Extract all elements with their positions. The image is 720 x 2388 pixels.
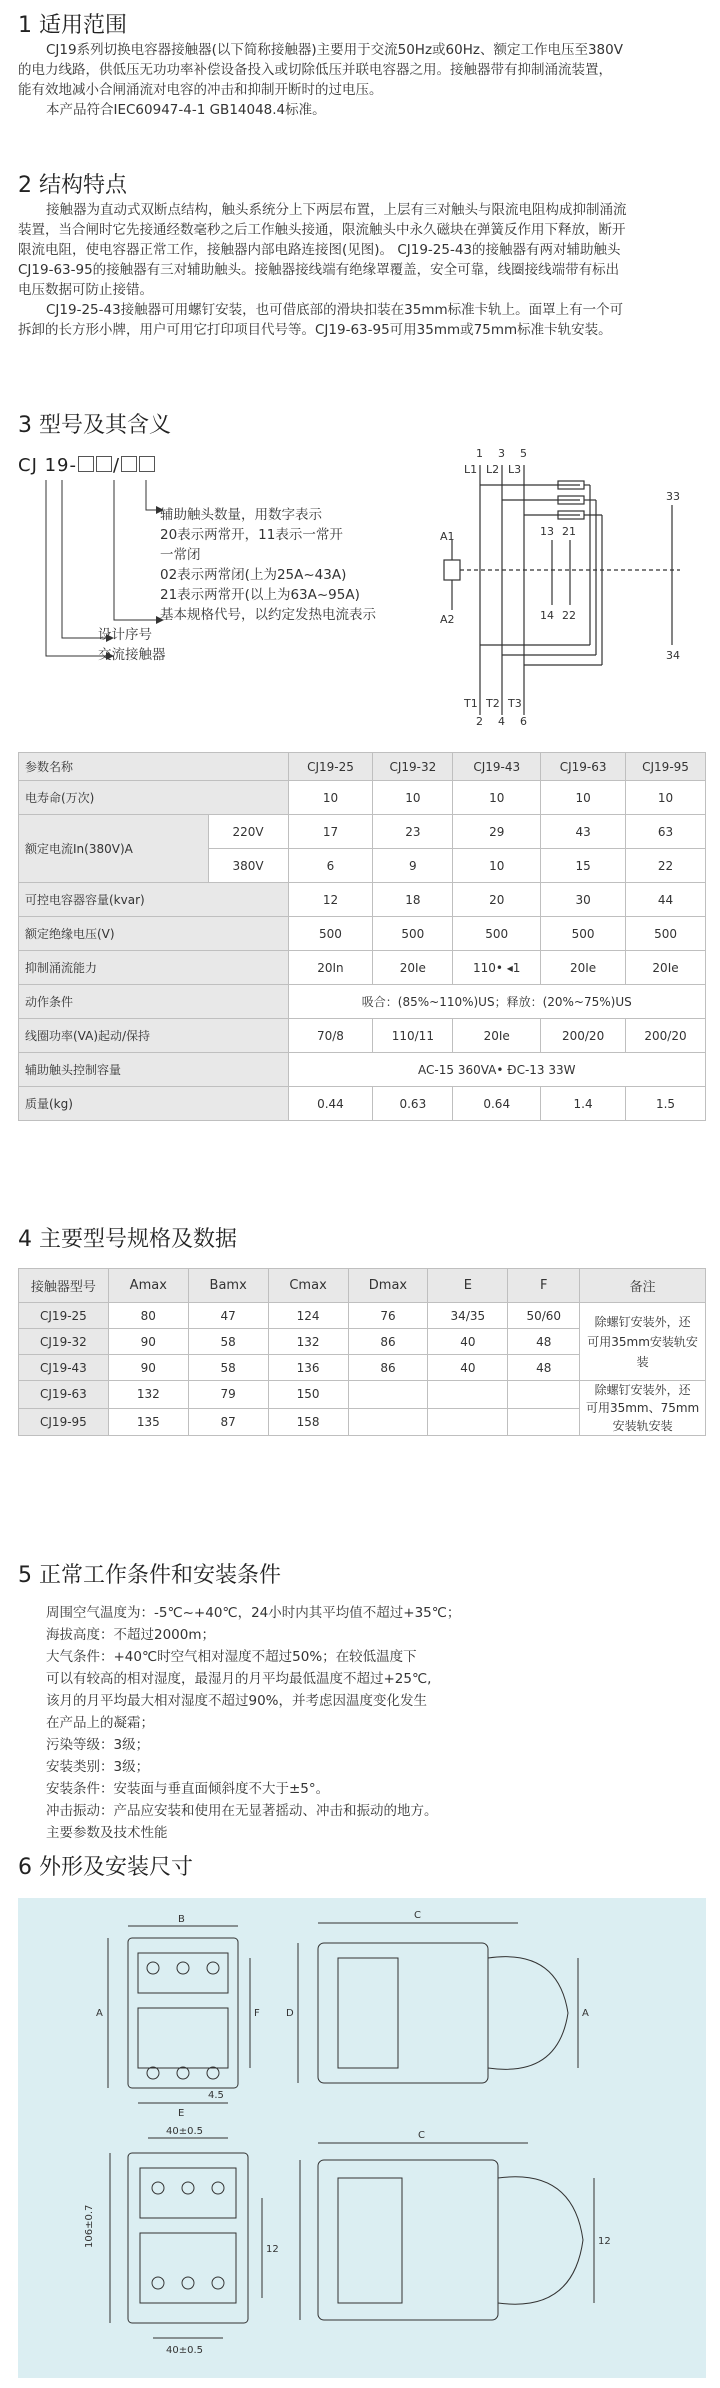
dimension-drawing-panel: [18, 1898, 706, 2378]
table-cell: 500: [453, 917, 541, 951]
table-row: [19, 1053, 706, 1087]
table-cell: 150: [268, 1381, 348, 1409]
table-row: [19, 1087, 706, 1121]
table-cell: 40: [428, 1355, 508, 1381]
note-line: 安装轨安装: [612, 1419, 673, 1433]
table-cell: 10: [453, 849, 541, 883]
table-cell: F: [508, 1269, 580, 1303]
model-code-prefix: CJ 19-: [18, 455, 77, 476]
table-cell: 10: [541, 781, 626, 815]
table-cell: 10: [453, 781, 541, 815]
s2-line: 限流电阻，使电容器正常工作，接触器内部电路连接图(见图)。 CJ19-25-43的接触器有两对辅助触头: [18, 242, 621, 258]
table-cell: 备注: [580, 1269, 706, 1303]
s1-line: CJ19系列切换电容器接触器(以下简称接触器)主要用于交流50Hz或60Hz、额定工作电压至380V: [46, 42, 623, 58]
desc-line: 一常闭: [160, 547, 201, 563]
diagram-label: A2: [440, 613, 455, 626]
table-cell: 20Ie: [453, 1019, 541, 1053]
table-row: [19, 985, 706, 1019]
dim-label: C: [418, 2130, 425, 2141]
list-item: 海拔高度：不超过2000m；: [46, 1627, 216, 1643]
diagram-label: 6: [520, 715, 527, 728]
diagram-label: 21: [562, 525, 576, 538]
table-cell: 80: [108, 1303, 188, 1329]
table-cell: 124: [268, 1303, 348, 1329]
dimensions-table: [18, 1268, 706, 1436]
table-cell: 200/20: [626, 1019, 706, 1053]
table-cell: 17: [288, 815, 373, 849]
section-4-title: 4 主要型号规格及数据: [18, 1227, 237, 1252]
list-item: 周围空气温度为：-5℃~+40℃，24小时内其平均值不超过+35℃；: [46, 1605, 461, 1621]
table-cell: 90: [108, 1355, 188, 1381]
note-line: 除螺钉安装外，还: [594, 1314, 691, 1329]
table-cell: 22: [626, 849, 706, 883]
table-cell: Bamx: [188, 1269, 268, 1303]
table-cell: CJ19-63: [19, 1381, 109, 1409]
table-cell: 63: [626, 815, 706, 849]
diagram-label: L1: [464, 463, 478, 476]
table-cell: CJ19-25: [19, 1303, 109, 1329]
dim-label: E: [178, 2108, 185, 2119]
desc-line: 20表示两常开，11表示一常开: [160, 527, 343, 543]
table-cell: 90: [108, 1329, 188, 1355]
table-cell: 20Ie: [626, 951, 706, 985]
diagram-label: 34: [666, 649, 680, 662]
table-cell: 158: [268, 1408, 348, 1436]
table-cell: 220V: [208, 815, 288, 849]
table-cell: 86: [348, 1355, 428, 1381]
dim-label: 106±0.7: [84, 2204, 95, 2248]
model-code: CJ 19- /: [18, 455, 156, 476]
table-cell: 43: [541, 815, 626, 849]
table-cell: [428, 1408, 508, 1436]
desc-line: 辅助触头数量，用数字表示: [160, 507, 322, 523]
desc-line: 交流接触器: [98, 647, 166, 663]
dim-label: B: [178, 1914, 185, 1925]
diagram-label: 22: [562, 609, 576, 622]
section-6-title: 6 外形及安装尺寸: [18, 1855, 193, 1880]
table-cell: 47: [188, 1303, 268, 1329]
table-cell: 10: [288, 781, 373, 815]
table-row: [19, 951, 706, 985]
diagram-label: 5: [520, 447, 527, 460]
dim-label: 12: [266, 2244, 279, 2255]
table-cell: CJ19-32: [373, 753, 453, 781]
table-cell: 抑制涌流能力: [19, 951, 289, 985]
section-1-title: 1 适用范围: [18, 13, 127, 38]
table-cell: 86: [348, 1329, 428, 1355]
diagram-label: 33: [666, 490, 680, 503]
list-item: 污染等级：3级；: [46, 1737, 150, 1753]
diagram-label: 2: [476, 715, 483, 728]
table-cell: 48: [508, 1329, 580, 1355]
list-item: 大气条件：+40℃时空气相对湿度不超过50%；在较低温度下: [46, 1649, 417, 1665]
diagram-label: 4: [498, 715, 505, 728]
s1-line: 本产品符合IEC60947-4-1 GB14048.4标准。: [46, 102, 326, 118]
diagram-label: L2: [486, 463, 500, 476]
table-cell: 9: [373, 849, 453, 883]
list-item: 可以有较高的相对湿度，最湿月的月平均最低温度不超过+25℃,: [46, 1671, 432, 1687]
section-1-body: [18, 40, 696, 120]
table-cell: E: [428, 1269, 508, 1303]
s1-line: 能有效地减小合闸涌流对电容的冲击和抑制开断时的过电压。: [18, 82, 383, 98]
diagram-label: 13: [540, 525, 554, 538]
model-description: [98, 505, 376, 665]
list-item: 安装类别：3级；: [46, 1759, 150, 1775]
table-cell: 1.5: [626, 1087, 706, 1121]
table-cell: 110/11: [373, 1019, 453, 1053]
table-row: [19, 781, 706, 815]
diagram-label: A1: [440, 530, 455, 543]
table-note: [580, 1303, 706, 1381]
table-cell: [348, 1408, 428, 1436]
s1-line: 的电力线路，供低压无功功率补偿设备投入或切除低压并联电容器之用。接触器带有抑制涌流装置，: [18, 62, 612, 78]
note-line: 可用35mm、75mm: [585, 1401, 700, 1415]
table-cell: [348, 1381, 428, 1409]
table-cell: 吸合：(85%~110%)US；释放：(20%~75%)US: [288, 985, 705, 1019]
note-line: 可用35mm安装轨安装: [587, 1334, 698, 1369]
table-row: [19, 1269, 706, 1303]
table-row: [19, 917, 706, 951]
table-cell: 辅助触头控制容量: [19, 1053, 289, 1087]
table-cell: 额定电流In(380V)A: [19, 815, 209, 883]
table-cell: 接触器型号: [19, 1269, 109, 1303]
table-row: [19, 815, 706, 849]
table-cell: CJ19-32: [19, 1329, 109, 1355]
table-cell: 76: [348, 1303, 428, 1329]
table-cell: Dmax: [348, 1269, 428, 1303]
contactor-circuit-diagram: [440, 445, 710, 735]
table-cell: 23: [373, 815, 453, 849]
table-cell: 132: [108, 1381, 188, 1409]
table-cell: 70/8: [288, 1019, 373, 1053]
dim-label: C: [414, 1910, 421, 1921]
section-2-body: [18, 200, 696, 340]
table-note: [580, 1381, 706, 1436]
dim-label: D: [286, 2008, 294, 2019]
dim-label: A: [582, 2008, 589, 2019]
s2-line: 拆卸的长方形小牌，用户可用它打印项目代号等。CJ19-63-95可用35mm或75mm标准卡轨安装。: [18, 322, 612, 338]
diagram-label: 1: [476, 447, 483, 460]
table-cell: 0.44: [288, 1087, 373, 1121]
table-cell: 20Ie: [541, 951, 626, 985]
table-cell: 380V: [208, 849, 288, 883]
table-row: [19, 1303, 706, 1329]
desc-line: 基本规格代号，以约定发热电流表示: [160, 607, 376, 623]
parameters-table: [18, 752, 706, 1121]
s2-line: CJ19-63-95的接触器有三对辅助触头。接触器接线端有绝缘罩覆盖，安全可靠，线圈接线端带有标出: [18, 262, 620, 278]
table-cell: 110• ◂1: [453, 951, 541, 985]
table-cell: Cmax: [268, 1269, 348, 1303]
table-cell: 87: [188, 1408, 268, 1436]
dim-label: 12: [598, 2236, 611, 2247]
table-cell: 20In: [288, 951, 373, 985]
table-cell: [508, 1381, 580, 1409]
diagram-label: L3: [508, 463, 522, 476]
table-cell: 电寿命(万次): [19, 781, 289, 815]
table-cell: 30: [541, 883, 626, 917]
table-cell: 0.64: [453, 1087, 541, 1121]
table-cell: 10: [626, 781, 706, 815]
table-cell: 29: [453, 815, 541, 849]
table-cell: CJ19-43: [19, 1355, 109, 1381]
table-cell: 200/20: [541, 1019, 626, 1053]
table-cell: [508, 1408, 580, 1436]
list-item: 主要参数及技术性能: [46, 1825, 168, 1841]
table-row: [19, 1381, 706, 1409]
desc-line: 21表示两常开(以上为63A~95A): [160, 587, 360, 603]
dim-label: 40±0.5: [166, 2345, 204, 2356]
table-cell: 6: [288, 849, 373, 883]
dimension-drawings: [18, 1898, 706, 2378]
table-cell: 500: [541, 917, 626, 951]
table-cell: 58: [188, 1329, 268, 1355]
table-cell: 48: [508, 1355, 580, 1381]
table-cell: 50/60: [508, 1303, 580, 1329]
list-item: 冲击振动：产品应安装和使用在无显著摇动、冲击和振动的地方。: [46, 1803, 438, 1819]
table-cell: CJ19-63: [541, 753, 626, 781]
diagram-label: T2: [486, 697, 500, 710]
s2-line: CJ19-25-43接触器可用螺钉安装，也可借底部的滑块扣装在35mm标准卡轨上。面罩上有一个可: [46, 302, 624, 318]
table-cell: 135: [108, 1408, 188, 1436]
table-cell: 0.63: [373, 1087, 453, 1121]
diagram-label: 14: [540, 609, 554, 622]
table-cell: 44: [626, 883, 706, 917]
s2-line: 装置，当合闸时它先接通经数毫秒之后工作触头接通，限流触头中永久磁块在弹簧反作用下释放，断开: [18, 222, 626, 238]
table-cell: 额定绝缘电压(V): [19, 917, 289, 951]
table-cell: 20Ie: [373, 951, 453, 985]
table-cell: 79: [188, 1381, 268, 1409]
table-cell: 15: [541, 849, 626, 883]
table-cell: AC-15 360VA• ĐC-13 33W: [288, 1053, 705, 1087]
conditions-list: [46, 1602, 460, 1844]
table-cell: 线圈功率(VA)起动/保持: [19, 1019, 289, 1053]
table-cell: CJ19-95: [626, 753, 706, 781]
desc-line: 02表示两常闭(上为25A~43A): [160, 567, 347, 583]
table-cell: 参数名称: [19, 753, 289, 781]
note-line: 除螺钉安装外，还: [594, 1383, 691, 1397]
table-cell: 136: [268, 1355, 348, 1381]
list-item: 安装条件：安装面与垂直面倾斜度不大于±5°。: [46, 1781, 330, 1797]
table-cell: 500: [288, 917, 373, 951]
dim-label: 4.5: [208, 2090, 224, 2101]
diagram-label: 3: [498, 447, 505, 460]
table-cell: 132: [268, 1329, 348, 1355]
table-cell: CJ19-25: [288, 753, 373, 781]
table-cell: 20: [453, 883, 541, 917]
table-cell: 58: [188, 1355, 268, 1381]
diagram-label: T3: [508, 697, 522, 710]
section-2-title: 2 结构特点: [18, 173, 127, 198]
section-5-title: 5 正常工作条件和安装条件: [18, 1563, 281, 1588]
table-cell: CJ19-43: [453, 753, 541, 781]
dim-label: 40±0.5: [166, 2126, 204, 2137]
list-item: 该月的月平均最大相对湿度不超过90%，并考虑因温度变化发生: [46, 1693, 428, 1709]
table-cell: 质量(kg): [19, 1087, 289, 1121]
table-row: [19, 753, 706, 781]
table-cell: 1.4: [541, 1087, 626, 1121]
table-cell: 10: [373, 781, 453, 815]
list-item: 在产品上的凝霜；: [46, 1715, 154, 1731]
desc-line: 设计序号: [98, 627, 152, 643]
section-3-title: 3 型号及其含义: [18, 413, 171, 438]
table-cell: 12: [288, 883, 373, 917]
table-cell: 可控电容器容量(kvar): [19, 883, 289, 917]
dim-label: F: [254, 2008, 260, 2019]
table-row: [19, 1019, 706, 1053]
table-cell: Amax: [108, 1269, 188, 1303]
table-cell: CJ19-95: [19, 1408, 109, 1436]
table-cell: 40: [428, 1329, 508, 1355]
table-cell: 500: [626, 917, 706, 951]
s2-line: 接触器为直动式双断点结构，触头系统分上下两层布置，上层有三对触头与限流电阻构成抑制涌流: [46, 202, 627, 218]
s2-line: 电压数据可防止接错。: [18, 282, 153, 298]
table-cell: 34/35: [428, 1303, 508, 1329]
diagram-label: T1: [464, 697, 478, 710]
table-cell: 500: [373, 917, 453, 951]
table-cell: 18: [373, 883, 453, 917]
table-cell: 动作条件: [19, 985, 289, 1019]
table-cell: [428, 1381, 508, 1409]
table-row: [19, 883, 706, 917]
dim-label: A: [96, 2008, 103, 2019]
